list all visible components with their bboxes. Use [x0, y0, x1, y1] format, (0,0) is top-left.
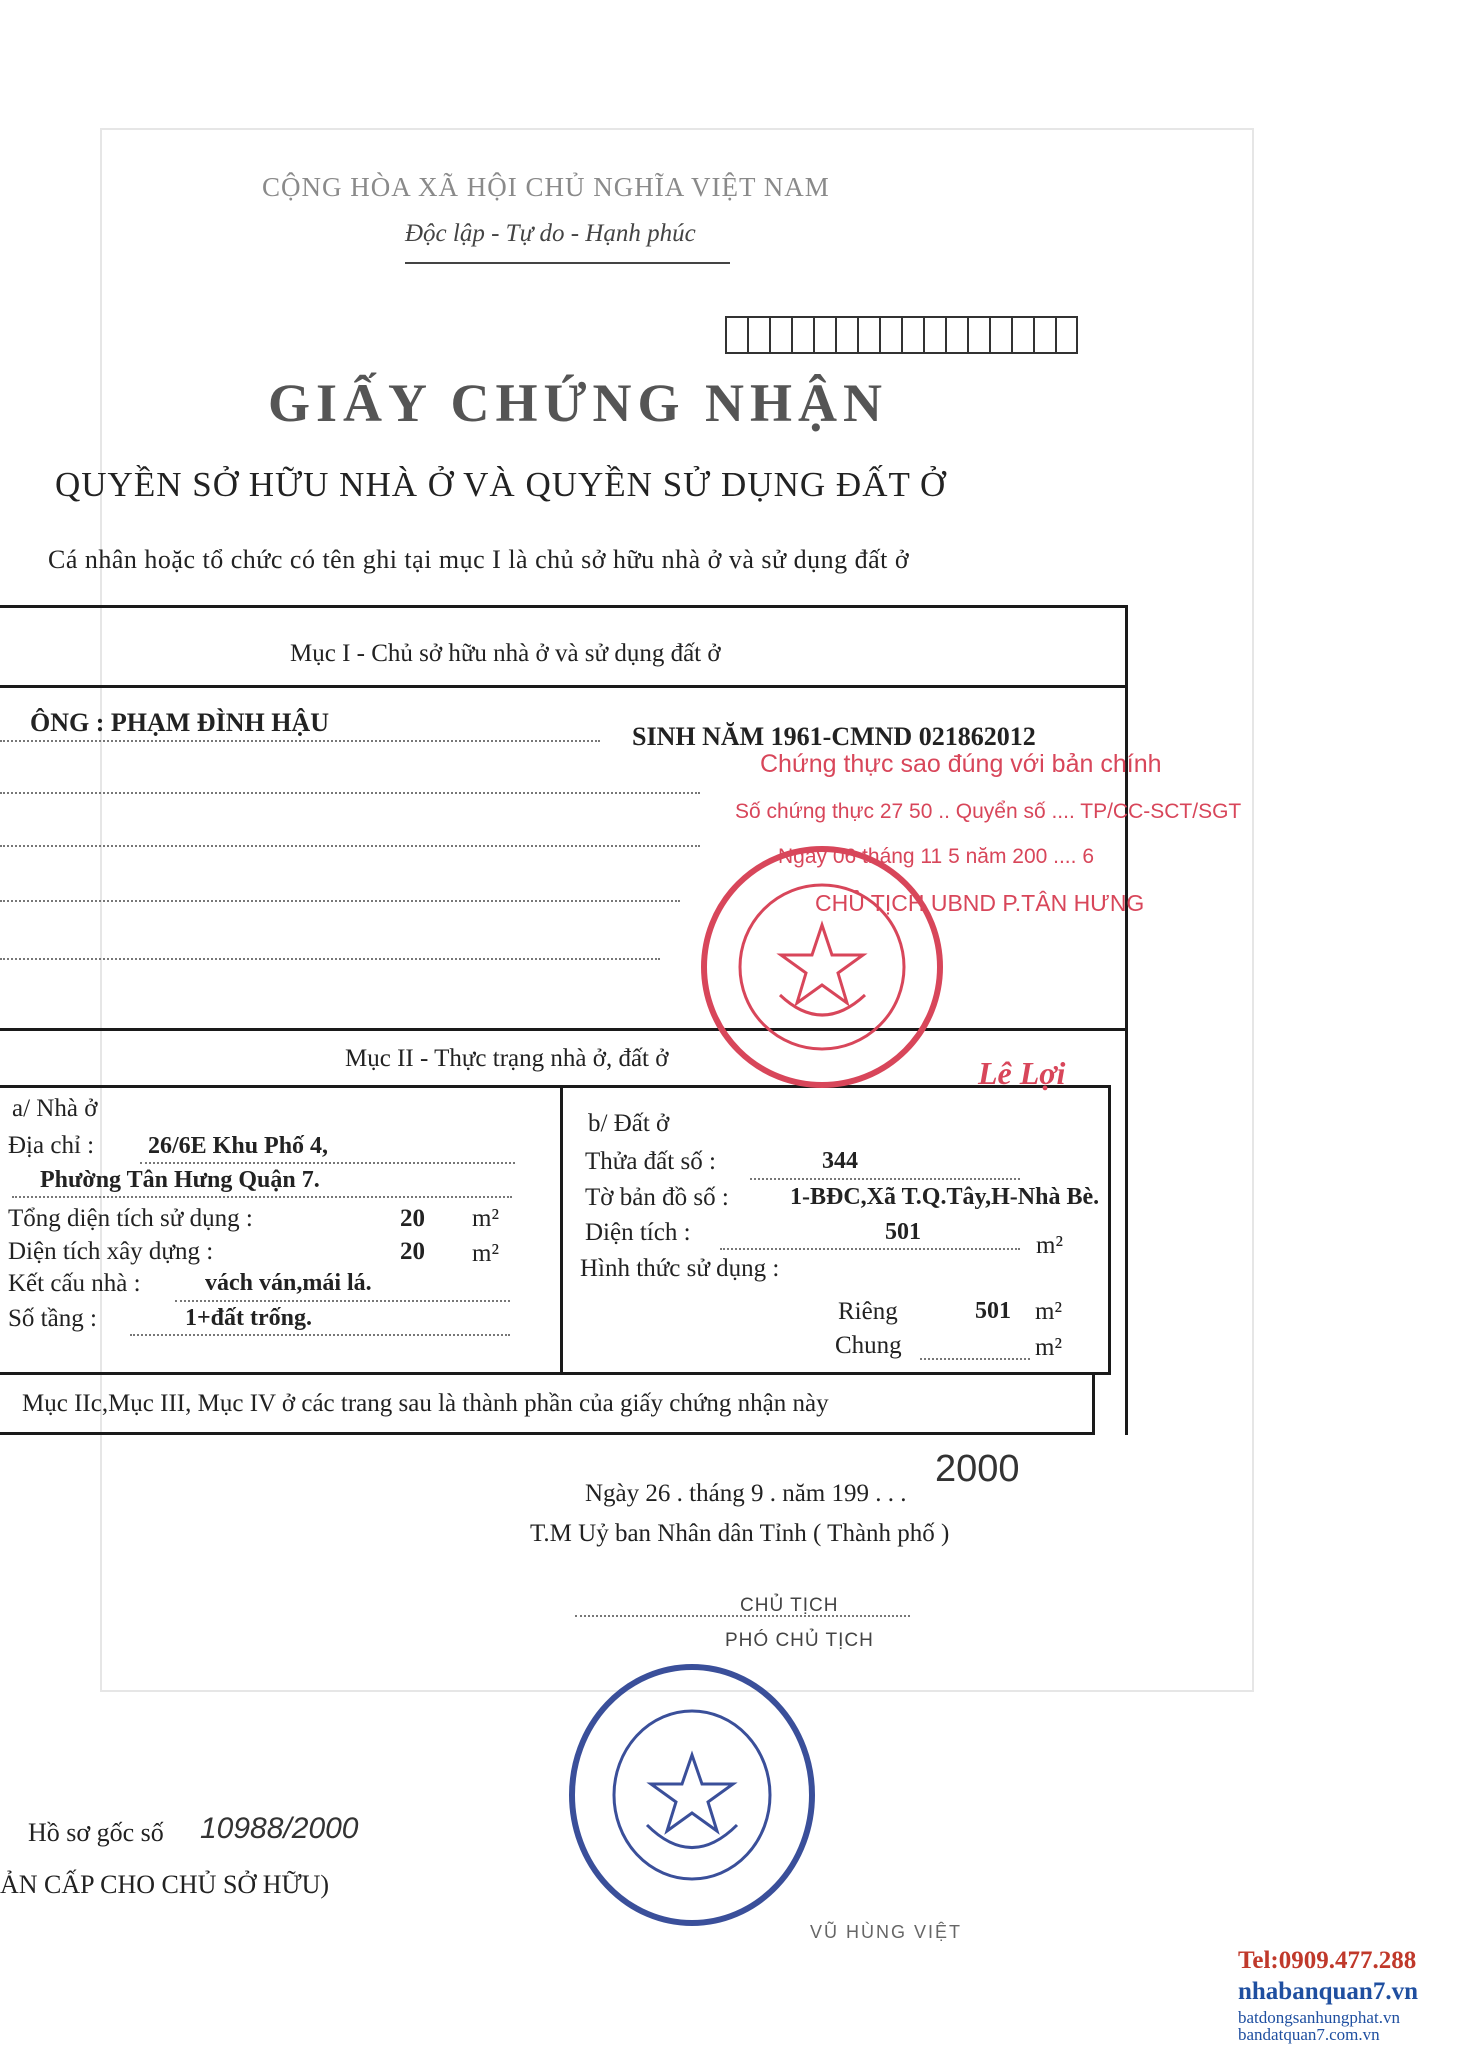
record-label: Hồ sơ gốc số — [28, 1818, 164, 1847]
cert-stamp-line3: Ngày 06 tháng 11 5 năm 200 .... 6 — [778, 845, 1094, 868]
total-area-label: Tổng diện tích sử dụng : — [8, 1205, 253, 1232]
common-label: Chung — [835, 1332, 902, 1359]
issue-date: Ngày 26 . tháng 9 . năm 199 . . . — [585, 1480, 907, 1507]
section1-dotted-line-2 — [0, 792, 700, 794]
section1-dotted-line-5 — [0, 958, 660, 960]
land-area-unit: m² — [1036, 1232, 1063, 1259]
private-label: Riêng — [838, 1298, 898, 1325]
total-area-unit: m² — [472, 1205, 499, 1232]
copy-note: ẢN CẤP CHO CHỦ SỞ HỮU) — [0, 1870, 330, 1899]
total-area-value: 20 — [400, 1205, 425, 1232]
usage-label: Hình thức sử dụng : — [580, 1255, 780, 1282]
private-unit: m² — [1035, 1298, 1062, 1325]
floors-dots — [130, 1334, 510, 1336]
section1-heading: Mục I - Chủ sở hữu nhà ở và sử dụng đất ở — [290, 640, 721, 667]
signer-name: VŨ HÙNG VIỆT — [810, 1922, 963, 1942]
address-line2: Phường Tân Hưng Quận 7. — [40, 1167, 320, 1193]
structure-label: Kết cấu nhà : — [8, 1270, 141, 1297]
common-unit: m² — [1035, 1334, 1062, 1361]
section2-heading: Mục II - Thực trạng nhà ở, đất ở — [345, 1045, 669, 1072]
build-area-unit: m² — [472, 1240, 499, 1267]
cert-stamp-line4: CHỦ TỊCH UBND P.TÂN HƯNG — [815, 890, 1145, 916]
section1-dotted-line-3 — [0, 845, 700, 847]
land-area-dots — [720, 1248, 1020, 1250]
map-value: 1-BĐC,Xã T.Q.Tây,H-Nhà Bè. — [790, 1184, 1100, 1210]
watermark-site1: nhabanquan7.vn — [1238, 1978, 1418, 2005]
map-label: Tờ bản đồ số : — [585, 1184, 729, 1211]
note-right-border — [1092, 1372, 1095, 1435]
section1-dotted-line-4 — [0, 900, 680, 902]
footer-note: Mục IIc,Mục III, Mục IV ở các trang sau là thành phần của giấy chứng nhận này — [22, 1390, 829, 1417]
intro-text: Cá nhân hoặc tổ chức có tên ghi tại mục I là chủ sở hữu nhà ở và sử dụng đất ở — [48, 545, 910, 574]
address-dots-1 — [140, 1162, 515, 1164]
note-bottom-border — [0, 1432, 1095, 1435]
table-top-border — [0, 605, 1128, 608]
section2-top-border — [0, 1028, 1128, 1031]
city-seal-icon — [565, 1660, 820, 1930]
certificate-subtitle: QUYỀN SỞ HỮU NHÀ Ở VÀ QUYỀN SỬ DỤNG ĐẤT Ở — [55, 465, 947, 504]
motto: Độc lập - Tự do - Hạnh phúc — [405, 220, 696, 247]
cert-stamp-line1: Chứng thực sao đúng với bản chính — [760, 750, 1162, 778]
owner-birth-id: SINH NĂM 1961-CMND 021862012 — [632, 722, 1036, 751]
floors-label: Số tầng : — [8, 1305, 97, 1332]
land-area-label: Diện tích : — [585, 1219, 691, 1246]
address-label: Địa chỉ : — [8, 1132, 95, 1159]
ward-seal-icon — [695, 840, 950, 1095]
section2-column-divider — [560, 1085, 563, 1375]
section2-bottom-border — [0, 1372, 1110, 1375]
build-area-label: Diện tích xây dựng : — [8, 1238, 214, 1265]
cert-stamp-line2: Số chứng thực 27 50 .. Quyển số .... TP/CC-SCT/SGT — [735, 800, 1242, 823]
build-area-value: 20 — [400, 1238, 425, 1265]
plot-dots — [750, 1178, 1020, 1180]
certificate-title: GIẤY CHỨNG NHẬN — [268, 373, 888, 433]
issuing-authority: T.M Uỷ ban Nhân dân Tỉnh ( Thành phố ) — [530, 1520, 950, 1547]
plot-value: 344 — [822, 1148, 858, 1174]
motto-underline — [405, 262, 730, 264]
watermark-site2: batdongsanhungphat.vn — [1238, 2008, 1400, 2027]
land-area-value: 501 — [885, 1219, 921, 1245]
record-number: 10988/2000 — [200, 1812, 359, 1845]
structure-dots — [175, 1300, 510, 1302]
watermark-site3: bandatquan7.com.vn — [1238, 2025, 1380, 2044]
plot-label: Thửa đất số : — [585, 1148, 716, 1175]
table-right-border — [1125, 605, 1128, 1435]
section1-dotted-line-1 — [0, 740, 600, 742]
address-line1: 26/6E Khu Phố 4, — [148, 1133, 329, 1159]
address-dots-2 — [12, 1196, 512, 1198]
nation-header: CỘNG HÒA XÃ HỘI CHỦ NGHĨA VIỆT NAM — [262, 172, 830, 202]
section1-heading-divider — [0, 685, 1128, 688]
owner-name: ÔNG : PHẠM ĐÌNH HẬU — [30, 708, 329, 737]
vice-chair-title: PHÓ CHỦ TỊCH — [725, 1630, 874, 1651]
handwritten-year: 2000 — [935, 1448, 1020, 1490]
land-label: b/ Đất ở — [588, 1110, 670, 1137]
floors-value: 1+đất trống. — [185, 1305, 313, 1331]
private-value: 501 — [975, 1298, 1011, 1324]
structure-value: vách ván,mái lá. — [205, 1270, 372, 1296]
cert-stamp-signer: Lê Lợi — [978, 1055, 1066, 1091]
section2-right-border — [1108, 1085, 1111, 1375]
watermark-tel: Tel:0909.477.288 — [1238, 1947, 1417, 1974]
common-dots — [920, 1358, 1030, 1360]
serial-number-grid — [725, 316, 1078, 354]
house-label: a/ Nhà ở — [12, 1095, 98, 1122]
chair-title: CHỦ TỊCH — [740, 1595, 839, 1616]
